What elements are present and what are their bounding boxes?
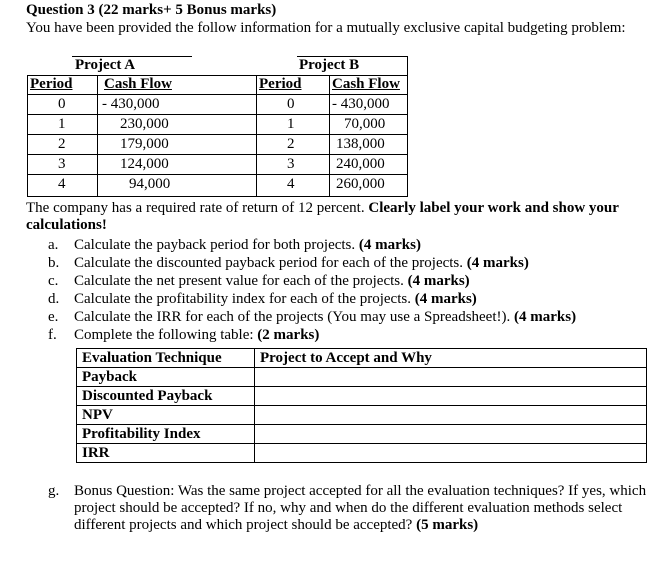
- technique-cell: IRR: [77, 444, 255, 463]
- table-row: [77, 425, 647, 444]
- table-border-subheader: [27, 94, 408, 95]
- question-intro: You have been provided the follow information for a mutually exclusive capital budgeting problem:: [26, 20, 626, 36]
- project-a-period: 4: [58, 176, 66, 192]
- task-marks: (4 marks): [407, 273, 470, 289]
- list-marker: d.: [48, 291, 60, 307]
- technique-cell: Profitability Index: [77, 425, 255, 444]
- list-item: [48, 326, 576, 344]
- list-marker: a.: [48, 237, 59, 253]
- answer-cell[interactable]: [255, 387, 647, 406]
- table-col-line: [329, 75, 330, 197]
- list-item: [48, 254, 576, 272]
- list-marker: f.: [48, 327, 57, 343]
- evaluation-table: [76, 348, 647, 463]
- answer-cell[interactable]: [255, 406, 647, 425]
- project-b-period: 2: [287, 136, 295, 152]
- list-item: [48, 236, 576, 254]
- project-a-cash-flow: - 430,000: [102, 96, 160, 112]
- task-marks: (4 marks): [466, 255, 529, 271]
- table-border-right: [407, 56, 408, 197]
- project-b-period: 1: [287, 116, 295, 132]
- task-text: Calculate the net present value for each of the projects.: [74, 273, 404, 289]
- task-list: [48, 236, 576, 344]
- technique-cell: Payback: [77, 368, 255, 387]
- project-b-cash-flow: 70,000: [344, 116, 386, 132]
- bonus-text-block: [74, 483, 654, 534]
- table-row-line: [27, 154, 408, 155]
- project-a-period: 1: [58, 116, 66, 132]
- task-text: Calculate the payback period for both projects.: [74, 237, 356, 253]
- task-text: Complete the following table:: [74, 327, 254, 343]
- list-marker: b.: [48, 255, 60, 271]
- answer-cell[interactable]: [255, 425, 647, 444]
- list-marker: c.: [48, 273, 59, 289]
- project-b-cash-flow: 138,000: [336, 136, 385, 152]
- task-text: Calculate the profitability index for each of the projects.: [74, 291, 411, 307]
- answer-cell[interactable]: [255, 368, 647, 387]
- list-marker: e.: [48, 309, 59, 325]
- technique-cell: Discounted Payback: [77, 387, 255, 406]
- list-item: [48, 308, 576, 326]
- list-item: [48, 272, 576, 290]
- task-marks: (4 marks): [514, 309, 577, 325]
- task-text: Calculate the IRR for each of the projects (You may use a Spreadsheet!).: [74, 309, 511, 325]
- project-b-label: Project B: [299, 57, 360, 73]
- technique-cell: NPV: [77, 406, 255, 425]
- project-b-period: 3: [287, 156, 295, 172]
- project-b-cash-flow: - 430,000: [332, 96, 390, 112]
- project-b-period: 4: [287, 176, 295, 192]
- table-row-line: [27, 174, 408, 175]
- rate-text: The company has a required rate of return of 12 percent.: [26, 200, 365, 216]
- project-a-cash-flow: 124,000: [120, 156, 169, 172]
- project-a-period: 2: [58, 136, 66, 152]
- rate-instruction: [26, 200, 646, 234]
- project-a-cash-flow: 179,000: [120, 136, 169, 152]
- question-title: Question 3 (22 marks+ 5 Bonus marks): [26, 2, 277, 18]
- rate-bold-instruction: Clearly label your work and show your calculations!: [26, 200, 619, 233]
- table-row: [77, 368, 647, 387]
- project-a-cash-flow: 230,000: [120, 116, 169, 132]
- table-row-line: [27, 134, 408, 135]
- answer-cell[interactable]: [255, 444, 647, 463]
- table-col-line: [256, 75, 257, 197]
- cash-flow-header-b: Cash Flow: [332, 76, 400, 92]
- bonus-marks: (5 marks): [416, 517, 479, 533]
- bonus-text: Bonus Question: Was the same project accepted for all the evaluation techniques? If yes, which project should be accepted? If no, why and when do the different evaluation methods select different projects and which project should be accepted?: [74, 483, 647, 533]
- project-b-cash-flow: 240,000: [336, 156, 385, 172]
- project-b-cash-flow: 260,000: [336, 176, 385, 192]
- technique-header: Evaluation Technique: [77, 349, 255, 368]
- cash-flow-table: [27, 56, 408, 197]
- task-text: Calculate the discounted payback period for each of the projects.: [74, 255, 464, 271]
- cash-flow-header-a: Cash Flow: [104, 76, 172, 92]
- period-header-a: Period: [30, 76, 73, 92]
- list-marker: g.: [48, 483, 60, 499]
- table-col-line: [97, 75, 98, 197]
- table-row: [77, 444, 647, 463]
- table-border-bottom: [27, 196, 408, 197]
- project-a-label: Project A: [75, 57, 136, 73]
- table-row: [77, 349, 647, 368]
- project-b-period: 0: [287, 96, 295, 112]
- project-a-period: 0: [58, 96, 66, 112]
- table-row-line: [27, 114, 408, 115]
- task-marks: (4 marks): [414, 291, 477, 307]
- period-header-b: Period: [259, 76, 302, 92]
- list-item: [48, 290, 576, 308]
- table-row: [77, 406, 647, 425]
- task-marks: (2 marks): [257, 327, 320, 343]
- table-border-left: [27, 75, 28, 197]
- project-a-cash-flow: 94,000: [129, 176, 171, 192]
- project-a-period: 3: [58, 156, 66, 172]
- project-header: Project to Accept and Why: [255, 349, 647, 368]
- task-marks: (4 marks): [358, 237, 421, 253]
- table-row: [77, 387, 647, 406]
